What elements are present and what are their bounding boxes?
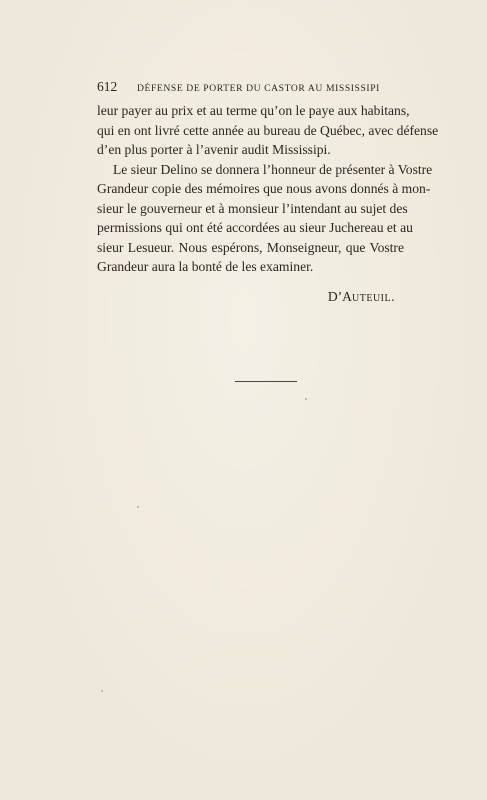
text-line: leur payer au prix et au terme qu’on le paye aux habitans, [97, 103, 410, 118]
paper-speck [101, 690, 103, 692]
section-divider [235, 381, 297, 382]
paragraph [97, 160, 433, 277]
page-body [97, 101, 439, 277]
text-line: Grandeur aura la bonté de les examiner. [97, 259, 314, 274]
paper-speck [137, 506, 139, 508]
text-line: qui en ont livré cette année au bureau de Québec, avec défense [97, 122, 439, 138]
signature [328, 287, 395, 307]
text-line: Le sieur Delino se donnera l’honneur de présenter à Vostre [113, 161, 433, 177]
paragraph [97, 101, 439, 160]
page-header [97, 79, 404, 97]
text-line: d’en plus porter à l’avenir audit Mississipi. [97, 142, 331, 157]
paper-speck [305, 398, 307, 400]
text-line: sieur Lesueur. Nous espérons, Monseigneur, que Vostre [97, 239, 404, 255]
page-number: 612 [97, 79, 118, 94]
signature-initial: D’A [327, 289, 352, 304]
text-line: sieur le gouverneur et à monsieur l’intendant au sujet des [97, 200, 408, 216]
running-title: DÉFENSE DE PORTER DU CASTOR AU MISSISSIPI [137, 83, 380, 94]
text-line: permissions qui ont été accordées au sieur Juchereau et au [97, 220, 413, 235]
text-line: Grandeur copie des mémoires que nous avons donnés à mon- [97, 181, 431, 196]
signature-rest: uteuil. [352, 289, 395, 304]
